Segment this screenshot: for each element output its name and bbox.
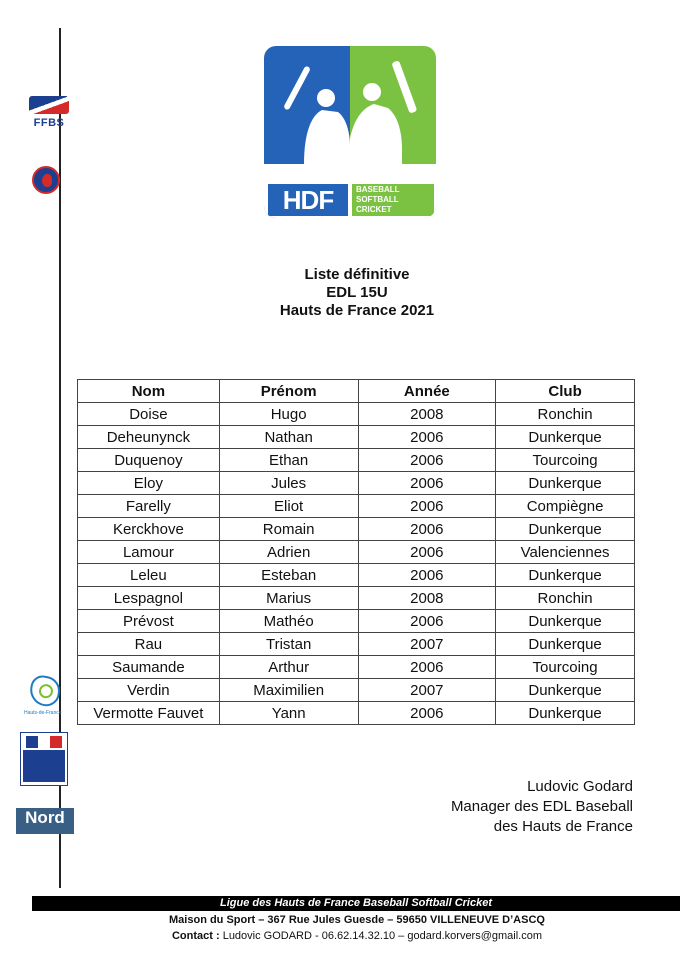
cell-annee: 2006	[358, 610, 496, 633]
cell-nom: Saumande	[78, 656, 220, 679]
cell-club: Ronchin	[496, 403, 635, 426]
header-prenom: Prénom	[219, 380, 358, 403]
cell-annee: 2006	[358, 518, 496, 541]
cell-annee: 2006	[358, 495, 496, 518]
roster-table	[77, 379, 635, 725]
cell-prenom: Hugo	[219, 403, 358, 426]
cell-nom: Kerckhove	[78, 518, 220, 541]
cell-nom: Vermotte Fauvet	[78, 702, 220, 725]
footer-league-bar: Ligue des Hauts de France Baseball Softball Cricket	[32, 896, 680, 911]
cell-nom: Duquenoy	[78, 449, 220, 472]
cell-club: Dunkerque	[496, 610, 635, 633]
table-row	[78, 610, 635, 633]
table-row	[78, 426, 635, 449]
cell-club: Compiègne	[496, 495, 635, 518]
cell-nom: Rau	[78, 633, 220, 656]
rooster-emblem-icon	[32, 166, 60, 194]
cell-club: Dunkerque	[496, 472, 635, 495]
ffbs-flag-icon	[29, 96, 69, 114]
cell-club: Dunkerque	[496, 633, 635, 656]
hdf-logo	[264, 46, 436, 218]
cell-nom: Farelly	[78, 495, 220, 518]
cell-club: Dunkerque	[496, 426, 635, 449]
cell-annee: 2008	[358, 587, 496, 610]
cell-annee: 2006	[358, 702, 496, 725]
region-logo-label: Hauts-de-France	[24, 710, 62, 716]
cell-prenom: Marius	[219, 587, 358, 610]
cell-nom: Eloy	[78, 472, 220, 495]
table-row	[78, 495, 635, 518]
cell-nom: Lespagnol	[78, 587, 220, 610]
cell-prenom: Maximilien	[219, 679, 358, 702]
cell-prenom: Tristan	[219, 633, 358, 656]
table-row	[78, 633, 635, 656]
header-nom: Nom	[78, 380, 220, 403]
nord-logo	[16, 808, 74, 834]
french-flag-icon	[26, 736, 62, 748]
title-line-3: Hauts de France 2021	[279, 302, 435, 319]
cell-prenom: Mathéo	[219, 610, 358, 633]
table-row	[78, 403, 635, 426]
ffbs-logo	[24, 96, 74, 146]
ministry-logo	[20, 732, 68, 786]
cell-prenom: Eliot	[219, 495, 358, 518]
cell-prenom: Arthur	[219, 656, 358, 679]
signature-name: Ludovic Godard	[527, 778, 633, 795]
cell-annee: 2006	[358, 541, 496, 564]
signature-block	[451, 777, 633, 837]
cell-annee: 2006	[358, 472, 496, 495]
hdf-wordmark: HDF	[268, 184, 348, 216]
table-row	[78, 472, 635, 495]
cell-club: Valenciennes	[496, 541, 635, 564]
cell-annee: 2006	[358, 449, 496, 472]
cell-annee: 2006	[358, 656, 496, 679]
table-header-row	[78, 380, 635, 403]
region-map-icon	[28, 674, 63, 709]
table-row	[78, 656, 635, 679]
nord-logo-text: Nord	[25, 808, 65, 827]
footer-contact-details: Ludovic GODARD - 06.62.14.32.10 – godard.korvers@gmail.com	[219, 930, 543, 942]
cell-nom: Lamour	[78, 541, 220, 564]
cell-prenom: Adrien	[219, 541, 358, 564]
cell-club: Dunkerque	[496, 679, 635, 702]
cell-prenom: Nathan	[219, 426, 358, 449]
ffbs-logo-text: FFBS	[33, 117, 65, 129]
cell-club: Ronchin	[496, 587, 635, 610]
cell-nom: Leleu	[78, 564, 220, 587]
footer-contact-label: Contact :	[171, 930, 220, 942]
cell-annee: 2006	[358, 564, 496, 587]
table-row	[78, 679, 635, 702]
table-row	[78, 541, 635, 564]
cell-club: Dunkerque	[496, 564, 635, 587]
region-logo	[24, 676, 70, 720]
cell-club: Tourcoing	[496, 656, 635, 679]
title-line-1: Liste définitive	[304, 266, 410, 283]
cell-prenom: Romain	[219, 518, 358, 541]
cell-prenom: Ethan	[219, 449, 358, 472]
table-row	[78, 564, 635, 587]
document-title	[0, 266, 700, 320]
cell-club: Dunkerque	[496, 518, 635, 541]
cell-annee: 2007	[358, 679, 496, 702]
cell-annee: 2008	[358, 403, 496, 426]
cell-nom: Deheunynck	[78, 426, 220, 449]
cell-nom: Doise	[78, 403, 220, 426]
title-line-2: EDL 15U	[326, 284, 388, 301]
cell-club: Tourcoing	[496, 449, 635, 472]
signature-role: Manager des EDL Baseball	[450, 798, 633, 815]
footer-address: Maison du Sport – 367 Rue Jules Guesde – 59650 VILLENEUVE D’ASCQ	[169, 914, 545, 926]
cell-annee: 2007	[358, 633, 496, 656]
header-club: Club	[496, 380, 635, 403]
cell-nom: Verdin	[78, 679, 220, 702]
footer-contact	[0, 930, 700, 942]
table-row	[78, 449, 635, 472]
cell-prenom: Esteban	[219, 564, 358, 587]
cell-annee: 2006	[358, 426, 496, 449]
table-row	[78, 587, 635, 610]
cell-nom: Prévost	[78, 610, 220, 633]
header-annee: Année	[358, 380, 496, 403]
table-row	[78, 702, 635, 725]
table-row	[78, 518, 635, 541]
cell-prenom: Yann	[219, 702, 358, 725]
cell-prenom: Jules	[219, 472, 358, 495]
signature-region: des Hauts de France	[493, 818, 633, 835]
hdf-sports-wordmark: BASEBALL SOFTBALL CRICKET	[352, 184, 434, 216]
cell-club: Dunkerque	[496, 702, 635, 725]
